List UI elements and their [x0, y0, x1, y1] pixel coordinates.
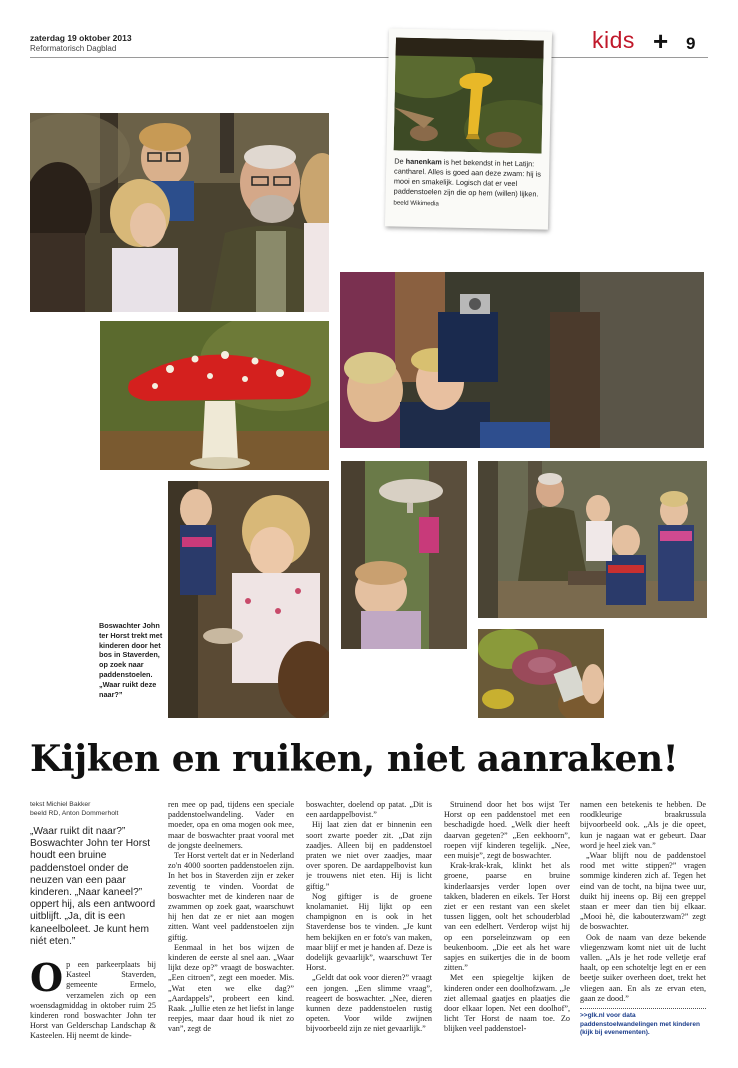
masthead-date: zaterdag 19 oktober 2013 — [30, 33, 132, 43]
article-paragraph: Struinend door het bos wijst Ter Horst op een paddenstoel met een beschadigde hoed. „Welk dier heeft daarvan gegeten?” „Een eekhoorn”, roepen vijf kinderen tegelijk. „Nee, een muisje”, zegt de boswachter. — [444, 800, 570, 861]
article-paragraph: „Geldt dat ook voor dieren?” vraagt een jongen. „Een slimme vraag”, reageert de boswachter. „Nee, dieren kunnen deze paddenstoelen rustig opeten. Voor wilde zwijnen bijvoorbeeld zijn ze niet gevaarlijk.” — [306, 973, 432, 1034]
article-paragraph: Met een spiegeltje kijken de kinderen onder een doolhofzwam. „Je ziet allemaal gaatjes en plaatjes die door elkaar lopen. Net een doolhof”, licht Ter Horst de naam toe. Zo blijken veel paddenstoel- — [444, 973, 570, 1034]
article-intro: „Waar ruikt dit naar?” Boswachter John ter Horst houdt een bruine paddenstoel onder de neuzen van een paar kinderen. „Naar kaneel?” oppert hij, als een antwoord uitblijft. „Ja, dit is een kaneelboleet. Je kunt hem niét eten.” — [30, 826, 156, 947]
photo-boy-with-camera — [340, 272, 704, 448]
photo-forester-sitting — [478, 461, 707, 618]
photo-fly-agaric — [100, 321, 329, 470]
article-headline: Kijken en ruiken, niet aanraken! — [30, 738, 679, 780]
article-paragraph: ren mee op pad, tijdens een speciale paddenstoelwandeling. Vader en moeder, opa en oma mogen ook mee, maar de boswachter praat vooral met de jongste deelnemers. — [168, 800, 294, 850]
article-paragraph: Op een parkeerplaats bij Kasteel Staverden, gemeente Ermelo, verzamelen zich op een woensdagmiddag in oktober ruim 25 kinderen rond boswachter John ter Horst van Gelderschap Landschap & Kasteelen. Hij neemt de kinde- — [30, 955, 156, 1041]
article-paragraph: Ter Horst vertelt dat er in Nederland zo'n 4000 soorten paddenstoelen zijn. In het bos in Staverden zijn er zeker zeventig te vinden. Voordat de boswachter met de kinderen naar de zwammen op zoek gaat, waarschuwt hij hen dat ze er niet aan mogen zitten. Want veel paddenstoelen zijn giftig. — [168, 851, 294, 942]
article-paragraph: Ook de naam van deze bekende vliegenzwam komt niet uit de lucht vallen. „Als je het rode velletje eraf haalt, op een schoteltje legt en er een beetje suiker overheen doet, trekt het vliegen aan. En als ze ervan eten, gaan ze dood.” — [580, 932, 706, 1003]
article-column-4 — [444, 800, 570, 1048]
article-paragraph: „Waar blijft nou de paddenstoel rood met witte stippen?” vragen sommige kinderen zich af. Tegen het eind van de tocht, na bijna twee uur, duikt hij ineens op. Bij een greppel staan er meer dan tien bij elkaar. „Mooi hè, die kabouterzwam?” zegt de boswachter. — [580, 851, 706, 932]
footer-divider — [580, 1008, 706, 1038]
article-paragraph: boswachter, doelend op patat. „Dit is een aardappelbovist.” — [306, 800, 432, 820]
article-paragraph: Hij laat zien dat er binnenin een soort zwarte poeder zit. „Dat zijn zaadjes. Alleen bij en paddenstoel praten we niet over zaadjes, maar over sporen. De aardappelbovist kun je trouwens niet eten. Hij is licht giftig.” — [306, 820, 432, 891]
masthead-rule — [30, 57, 708, 58]
article-paragraph: Krak-krak-krak, klinkt het als groene, paarse en bruine kinderlaarsjes verder lopen over takken, bladeren en eikels. Ter Horst ziet er een restant van een skelet tussen liggen, oolt het schouderblad van een edelhert. Verderop wijst hij op een porseleinzwam op een beukenboom. „Die eet als het ware sapjes en suikertjes die in de boom zitten.” — [444, 861, 570, 973]
byline-text: tekst Michiel Bakker — [30, 801, 91, 808]
photo-forester-with-children — [30, 113, 329, 312]
photo-chanterelle — [394, 37, 544, 153]
article-paragraph: Nog giftiger is de groene knolamaniet. Hij lijkt op een champignon en is ook in het Staverdense bos te vinden. „Je kunt hem bekijken en er foto's van maken, maar blijf er met je handen af. Deze is dodelijk gevaarlijk”, waarschuwt Ter Horst. — [306, 891, 432, 973]
article-column-5 — [580, 800, 706, 1048]
article-paragraph: Eenmaal in het bos wijzen de kinderen de eerste al snel aan. „Waar lijkt deze op?” vraagt de boswachter. „Een citroen”, zegt een moeder. Mis. „Wat eten we elke dag?” „Aardappels”, probeert een kind. Raak. „Jullie eten ze het liefst in lange reepjes, maar daar houd ik niet zo van”, zegt de — [168, 942, 294, 1034]
article-paragraph: namen een betekenis te hebben. De roodkleurige braakrussula bijvoorbeeld ook. „Als je die opeet, kun je nagaan wat er gebeurt. Daar word je heel ziek van.” — [580, 800, 706, 850]
article-column-3 — [306, 800, 432, 1048]
masthead-publication: Reformatorisch Dagblad — [30, 44, 117, 53]
polaroid-hanenkam — [385, 28, 552, 229]
byline — [30, 800, 156, 818]
page-number: 9 — [686, 34, 696, 53]
article-column-1 — [30, 800, 156, 1048]
article-column-2 — [168, 800, 294, 1048]
polaroid-caption: De hanenkam is het bekendst in het Latijn: cantharel. Alles is goed aan deze zwam: hij is mooi en smakelijk. Logisch dat er veel paddenstoelen zijn die op hem (willen) lijken. beeld Wikimedia — [393, 156, 542, 208]
photo-porcelain-fungus — [341, 461, 467, 649]
photo-caption: Boswachter John ter Horst trekt met kinderen door het bos in Staverden, op zoek naar paddenstoelen. „Waar ruikt deze naar?” — [99, 621, 163, 699]
drop-cap: O — [30, 955, 64, 1001]
plus-icon: + — [653, 26, 669, 56]
photo-mushroom-mirror — [478, 629, 604, 718]
caption-emphasis: hanenkam — [405, 156, 442, 167]
byline-photo: beeld RD, Anton Dommerholt — [30, 810, 119, 817]
photo-credit: beeld Wikimedia — [393, 199, 439, 208]
section-title: kids — [592, 27, 635, 53]
footer-web-link[interactable]: >>glk.nl voor data paddenstoelwandelingen met kinderen (kijk bij evenementen). — [580, 1012, 700, 1037]
photo-girl-smelling-mushroom — [168, 481, 329, 718]
